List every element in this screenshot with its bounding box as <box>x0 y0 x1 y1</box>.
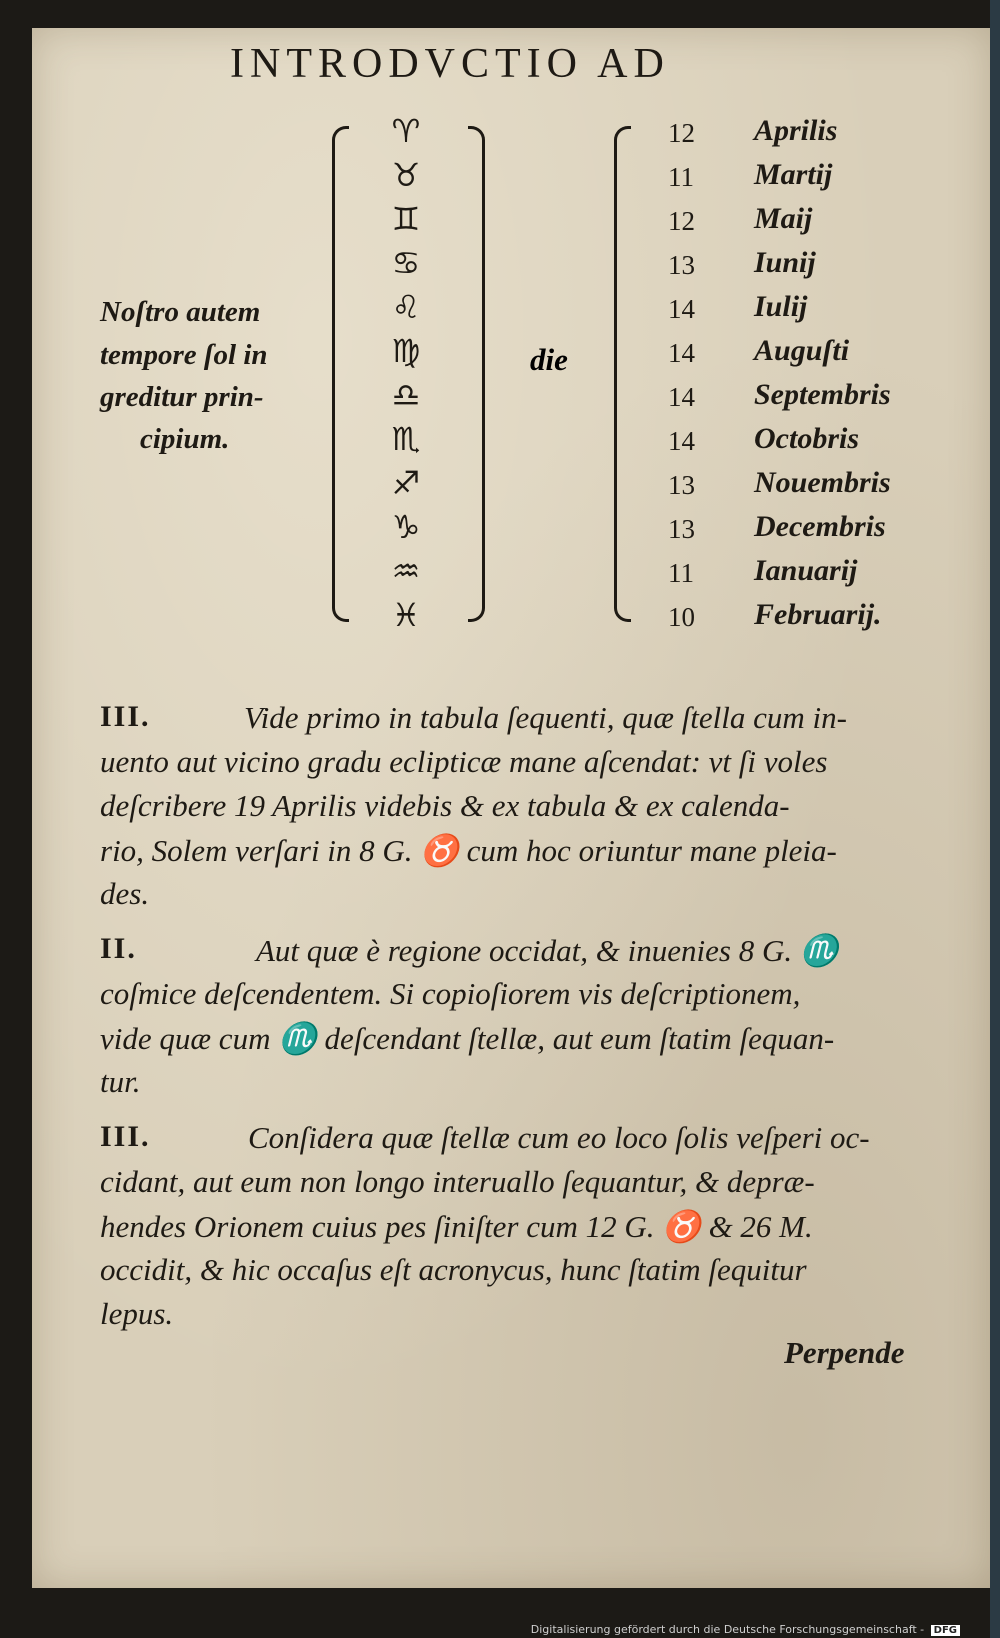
day-value: 12 <box>668 118 695 148</box>
month-name: Auguſti <box>754 334 850 367</box>
day-value: 13 <box>668 514 695 544</box>
paragraph-number: III. <box>100 1120 151 1153</box>
digitization-credit <box>531 1623 960 1636</box>
table-lead-line: cipium. <box>140 423 230 455</box>
zodiac-pisces-icon: ♓ <box>391 596 421 634</box>
zodiac-sagittarius-icon: ♐ <box>391 464 421 502</box>
paragraph-line: des. <box>100 876 150 911</box>
day-value: 14 <box>668 426 695 456</box>
month-name: Iulij <box>754 290 808 323</box>
zodiac-aries-icon: ♈ <box>391 112 421 150</box>
day-value: 14 <box>668 382 695 412</box>
running-head: INTRODVCTIO AD <box>230 41 670 87</box>
paragraph-line: Aut quæ è regione occidat, & inuenies 8 G. ♏ <box>256 933 839 968</box>
paragraph-line: cidant, aut eum non longo interuallo ſequantur, & depræ- <box>100 1164 815 1199</box>
paragraph-line: uento aut vicino gradu eclipticæ mane aſcendat: vt ſi voles <box>100 744 828 779</box>
day-value: 14 <box>668 338 695 368</box>
dfg-logo: DFG <box>931 1625 960 1636</box>
zodiac-cancer-icon: ♋ <box>391 244 421 282</box>
paragraph-line: hendes Orionem cuius pes ſiniſter cum 12 G. ♉ & 26 M. <box>100 1209 813 1244</box>
day-value: 11 <box>668 558 694 588</box>
book-edge <box>990 0 1000 1638</box>
day-value: 10 <box>668 602 695 632</box>
zodiac-taurus-icon: ♉ <box>391 156 421 194</box>
paragraph-line: deſcribere 19 Aprilis videbis & ex tabula & ex calenda- <box>100 788 790 823</box>
zodiac-leo-icon: ♌ <box>391 288 421 326</box>
day-value: 11 <box>668 162 694 192</box>
paragraph-line: coſmice deſcendentem. Si copioſiorem vis deſcriptionem, <box>100 976 801 1011</box>
zodiac-gemini-icon: ♊ <box>391 200 421 238</box>
paragraph-line: lepus. <box>100 1296 174 1331</box>
paragraph-line: Vide primo in tabula ſequenti, quæ ſtella cum in- <box>244 700 847 735</box>
catchword: Perpende <box>784 1335 905 1370</box>
paragraph-line: Conſidera quæ ſtellæ cum eo loco ſolis veſperi oc- <box>248 1120 870 1155</box>
day-value: 12 <box>668 206 695 236</box>
paragraph-line: vide quæ cum ♏ deſcendant ſtellæ, aut eum ſtatim ſequan- <box>100 1021 835 1056</box>
month-name: Octobris <box>754 422 859 455</box>
month-name: Nouembris <box>754 466 891 499</box>
paragraph-line: tur. <box>100 1064 141 1099</box>
paragraph-line: occidit, & hic occaſus eſt acronycus, hunc ſtatim ſequitur <box>100 1252 807 1287</box>
zodiac-virgo-icon: ♍ <box>391 332 421 370</box>
paragraph-number: III. <box>100 700 151 733</box>
right-brace <box>468 126 485 622</box>
paragraph-line: rio, Solem verſari in 8 G. ♉ cum hoc oriuntur mane pleia- <box>100 833 837 868</box>
die-label: die <box>530 342 568 377</box>
month-name: Ianuarij <box>754 554 858 587</box>
zodiac-scorpio-icon: ♏ <box>391 420 421 458</box>
day-value: 14 <box>668 294 695 324</box>
month-name: Februarij. <box>754 598 882 631</box>
month-name: Iunij <box>754 246 816 279</box>
day-value: 13 <box>668 250 695 280</box>
table-lead-line: tempore ſol in <box>100 339 268 371</box>
left-brace <box>332 126 349 622</box>
table-lead-line: Noſtro autem <box>100 296 261 328</box>
table-lead-line: greditur prin- <box>100 381 264 413</box>
day-value: 13 <box>668 470 695 500</box>
month-name: Maij <box>754 202 813 235</box>
credit-text: Digitalisierung gefördert durch die Deutsche Forschungsgemeinschaft - <box>530 1623 925 1636</box>
zodiac-capricorn-icon: ♑ <box>391 508 421 546</box>
month-name: Martij <box>754 158 833 191</box>
days-brace <box>614 126 631 622</box>
zodiac-libra-icon: ♎ <box>391 376 421 414</box>
month-name: Decembris <box>754 510 886 543</box>
month-name: Aprilis <box>754 114 838 147</box>
month-name: Septembris <box>754 378 891 411</box>
zodiac-aquarius-icon: ♒ <box>391 552 421 590</box>
paragraph-number: II. <box>100 932 137 965</box>
